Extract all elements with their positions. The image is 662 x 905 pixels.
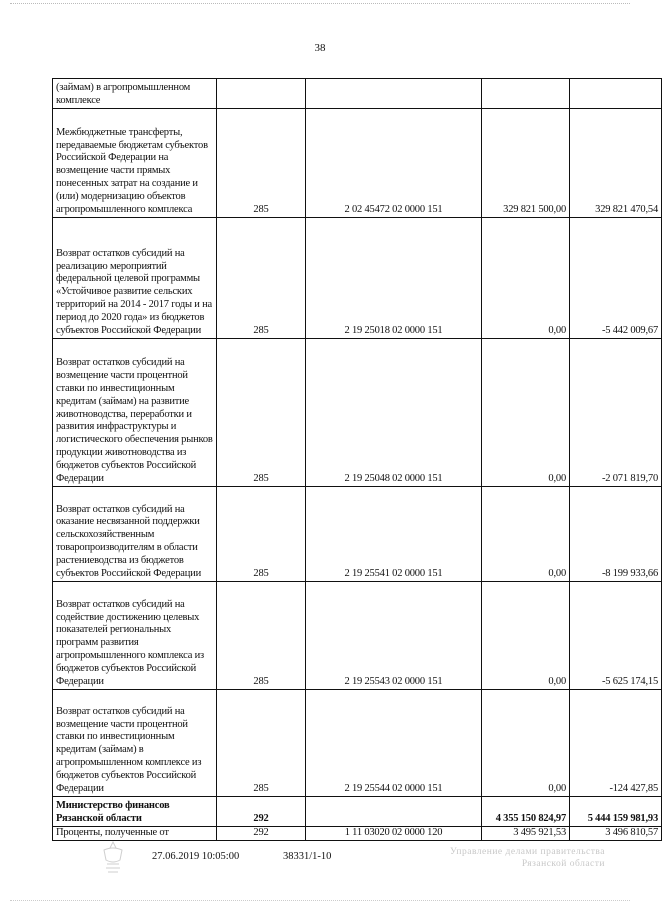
table-row — [53, 109, 662, 218]
table-row — [53, 487, 662, 582]
page-number: 38 — [314, 42, 326, 54]
row-plan-amount-cell: 0,00 — [482, 339, 570, 487]
row-actual-amount-cell: 3 496 810,57 — [570, 827, 662, 841]
row-budget-code-cell: 2 19 25544 02 0000 151 — [306, 690, 482, 797]
top-border-line — [10, 3, 630, 10]
row-admin-code-cell: 285 — [217, 690, 306, 797]
row-admin-code-cell: 285 — [217, 109, 306, 218]
row-budget-code-cell: 2 02 45472 02 0000 151 — [306, 109, 482, 218]
row-actual-amount-cell: -5 442 009,67 — [570, 218, 662, 339]
row-name-cell: Возврат остатков субсидий на оказание несвязанной поддержки сельскохозяйственным товаропроизводителям в области растениеводства из бюджетов субъектов Российской Федерации — [53, 487, 217, 582]
row-name-cell: Министерство финансов Рязанской области — [53, 797, 217, 827]
row-plan-amount-cell: 3 495 921,53 — [482, 827, 570, 841]
registration-watermark — [450, 846, 605, 870]
row-name-cell: Межбюджетные трансферты, передаваемые бюджетам субъектов Российской Федерации на возмещение части прямых понесенных затрат на создание и (или) модернизацию объектов агропромышленного комплекса — [53, 109, 217, 218]
row-budget-code-cell: 1 11 03020 02 0000 120 — [306, 827, 482, 841]
table-row — [53, 690, 662, 797]
row-budget-code-cell: 2 19 25541 02 0000 151 — [306, 487, 482, 582]
row-actual-amount-cell: 329 821 470,54 — [570, 109, 662, 218]
row-name-cell: Возврат остатков субсидий на содействие достижению целевых показателей региональных программ развития агропромышленного комплекса из бюджетов субъектов Российской Федерации — [53, 582, 217, 690]
table-row — [53, 582, 662, 690]
row-admin-code-cell — [217, 79, 306, 109]
table-row — [53, 79, 662, 109]
table-row — [53, 218, 662, 339]
row-name-cell: Возврат остатков субсидий на возмещение части процентной ставки по инвестиционным кредитам (займам) в агропромышленном комплексе из бюджетов субъектов Российской Федерации — [53, 690, 217, 797]
row-actual-amount-cell: -8 199 933,66 — [570, 487, 662, 582]
row-plan-amount-cell: 0,00 — [482, 582, 570, 690]
watermark-line-2: Рязанской области — [521, 859, 606, 869]
row-plan-amount-cell — [482, 79, 570, 109]
row-admin-code-cell: 292 — [217, 797, 306, 827]
table-row — [53, 827, 662, 841]
row-budget-code-cell: 2 19 25048 02 0000 151 — [306, 339, 482, 487]
row-admin-code-cell: 285 — [217, 339, 306, 487]
row-admin-code-cell: 285 — [217, 582, 306, 690]
row-admin-code-cell: 292 — [217, 827, 306, 841]
row-plan-amount-cell: 0,00 — [482, 218, 570, 339]
row-plan-amount-cell: 0,00 — [482, 690, 570, 797]
row-actual-amount-cell: -2 071 819,70 — [570, 339, 662, 487]
table-row — [53, 339, 662, 487]
row-name-cell: Возврат остатков субсидий на возмещение части процентной ставки по инвестиционным кредитам (займам) на развитие животноводства, переработки и развития инфраструктуры и логистического обеспечения рынков продукции животноводства из бюджетов субъектов Российской Федерации — [53, 339, 217, 487]
row-name-cell: (займам) в агропромышленном комплексе — [53, 79, 217, 109]
row-actual-amount-cell: -124 427,85 — [570, 690, 662, 797]
row-admin-code-cell: 285 — [217, 218, 306, 339]
budget-table — [52, 78, 662, 841]
row-actual-amount-cell: -5 625 174,15 — [570, 582, 662, 690]
emblem-icon — [98, 840, 128, 876]
row-budget-code-cell: 2 19 25018 02 0000 151 — [306, 218, 482, 339]
bottom-border-line — [10, 900, 630, 901]
row-budget-code-cell — [306, 79, 482, 109]
row-budget-code-cell: 2 19 25543 02 0000 151 — [306, 582, 482, 690]
row-actual-amount-cell: 5 444 159 981,93 — [570, 797, 662, 827]
row-budget-code-cell — [306, 797, 482, 827]
row-admin-code-cell: 285 — [217, 487, 306, 582]
footer-doc-number: 38331/1-10 — [283, 851, 332, 862]
row-plan-amount-cell: 0,00 — [482, 487, 570, 582]
row-name-cell: Возврат остатков субсидий на реализацию мероприятий федеральной целевой программы «Устойчивое развитие сельских территорий на 2014 - 2017 годы и на период до 2020 года» из бюджетов субъектов Российской Федерации — [53, 218, 217, 339]
watermark-line-1: Управление делами правительства — [450, 847, 606, 857]
row-actual-amount-cell — [570, 79, 662, 109]
row-plan-amount-cell: 4 355 150 824,97 — [482, 797, 570, 827]
footer-datetime: 27.06.2019 10:05:00 — [152, 851, 240, 862]
row-name-cell: Проценты, полученные от — [53, 827, 217, 841]
row-plan-amount-cell: 329 821 500,00 — [482, 109, 570, 218]
table-row — [53, 797, 662, 827]
